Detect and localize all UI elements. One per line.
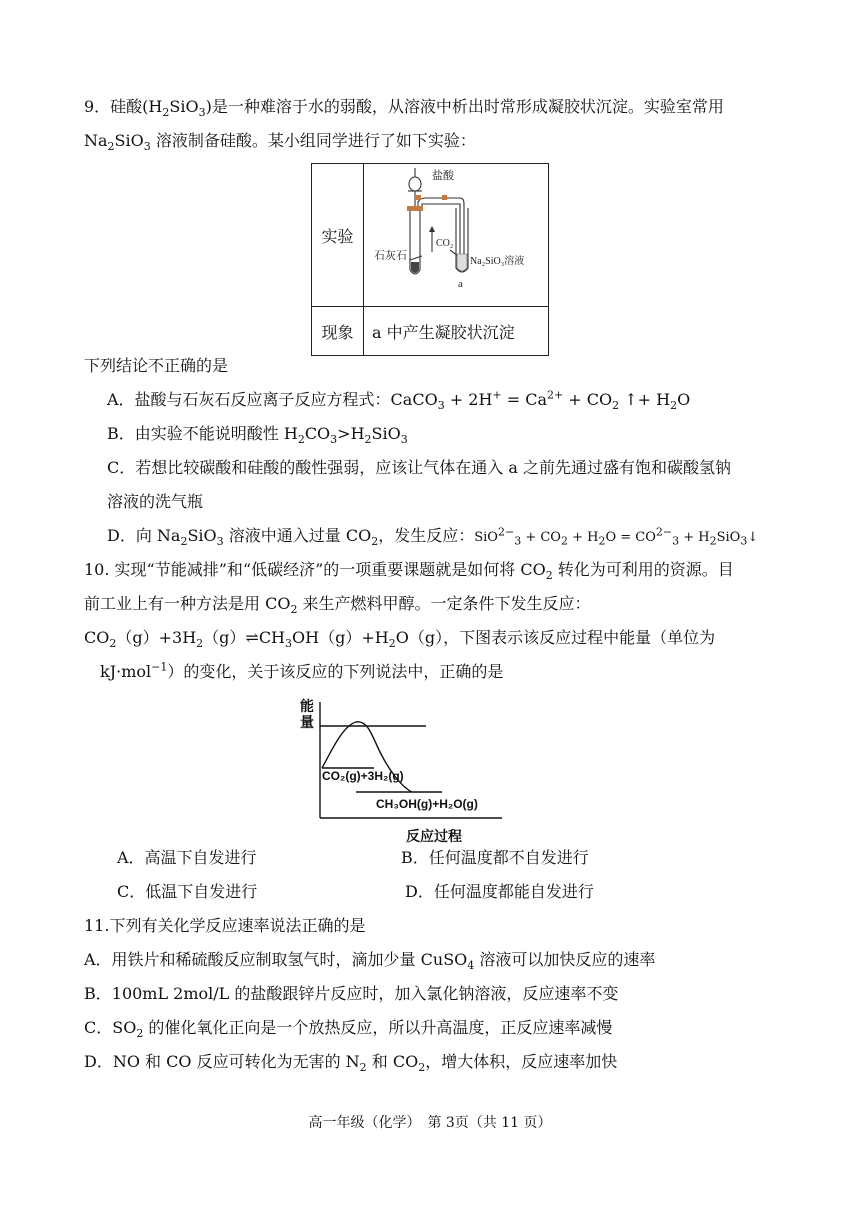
q10-option-d: D．任何温度都能自发进行: [405, 882, 594, 901]
tube-a-label: a: [458, 278, 463, 290]
energy-diagram: [296, 696, 512, 844]
q9-option-d-equation: $SiO^{2-}_3 + CO_2 + H_2O = CO^{2-}_3$ + $H_2SiO_3↓$: [474, 525, 759, 548]
q10-option-c: C．低温下自发进行: [117, 882, 258, 901]
page-footer: 高一年级（化学） 第 3页（共 11 页）: [308, 1115, 552, 1131]
q9-option-c-line2: 溶液的洗气瓶: [107, 492, 204, 511]
q11-option-c: C．$SO_2$ 的催化氧化正向是一个放热反应，所以升高温度，正反应速率减慢: [84, 1018, 613, 1041]
equilibrium-arrow: ⇌: [245, 628, 259, 647]
q10-option-a: A．高温下自发进行: [117, 848, 257, 867]
experiment-label: 实验: [312, 164, 364, 307]
apparatus-cell: [364, 164, 549, 307]
reactant-label: CO₂(g)+3H₂(g): [322, 769, 404, 783]
hcl-label: 盐酸: [432, 170, 454, 182]
q11-option-a: A．用铁片和稀硫酸反应制取氢气时，滴加少量 CuSO$_4$ 溶液可以加快反应的速率: [84, 950, 656, 973]
q11-option-b: B．100mL 2mol/L 的盐酸跟锌片反应时，加入氯化钠溶液，反应速率不变: [84, 984, 619, 1003]
energy-axis-label-1: 能: [300, 698, 314, 714]
q9-option-b: B．由实验不能说明酸性 $H_2CO_3>H_2SiO_3$: [107, 424, 408, 447]
q10-stem-line4: kJ·mol$^{-1}$）的变化，关于该反应的下列说法中，正确的是: [100, 660, 504, 681]
q10-stem-line1: 10. 实现“节能减排”和“低碳经济”的一项重要课题就是如何将 $CO_2$ 转化为可利用的资源。目: [84, 560, 734, 583]
energy-axis-label-2: 量: [300, 714, 314, 730]
q11-option-d: D．NO 和 CO 反应可转化为无害的 $N_2$ 和 $CO_2$，增大体积，反应速率加快: [84, 1052, 618, 1075]
phenomenon-text: a 中产生凝胶状沉淀: [364, 307, 549, 356]
q10-stem-line3: $CO_2(g)+3H_2(g)\rightleftharpoons CH_3OH(g)+H_2O(g)$，下图表示该反应过程中能量（单位为: [84, 628, 716, 651]
q9-option-c-line1: C．若想比较碳酸和硅酸的酸性强弱，应该让气体在通入 a 之前先通过盛有饱和碳酸氢钠: [107, 458, 731, 477]
q9-question: 下列结论不正确的是: [84, 356, 229, 375]
co2-label: CO₂: [436, 238, 454, 249]
q9-option-a: A．盐酸与石灰石反应离子反应方程式：CaCO$_3$ + $2H^+ = Ca^{2+} + CO_2$ ↑+ $H_2O$: [107, 388, 691, 413]
limestone-label: 石灰石: [374, 250, 407, 262]
experiment-table: [311, 163, 549, 356]
reaction-progress-label: 反应过程: [406, 828, 462, 844]
product-label: CH₃OH(g)+H₂O(g): [376, 797, 478, 811]
q9-option-d: D．向 $Na_2SiO_3$ 溶液中通入过量 $CO_2$，发生反应：$SiO^{2-}_3 + CO_2 + H_2O = CO^{2-}_3$ + $H_2SiO_3↓$: [107, 525, 759, 549]
q9-stem-line2: $Na_2SiO_3$ 溶液制备硅酸。某小组同学进行了如下实验：: [84, 131, 476, 154]
q10-stem-line2: 前工业上有一种方法是用 $CO_2$ 来生产燃料甲醇。一定条件下发生反应：: [84, 594, 591, 617]
apparatus-diagram: [364, 164, 548, 302]
na2sio3-label: Na₂SiO₃溶液: [470, 256, 525, 267]
phenomenon-label: 现象: [312, 307, 364, 356]
q10-option-b: B．任何温度都不自发进行: [401, 848, 589, 867]
q9-stem-line1: 9．硅酸$(H_2SiO_3)$是一种难溶于水的弱酸，从溶液中析出时常形成凝胶状沉淀。实验室常用: [84, 97, 724, 120]
q11-title: 11.下列有关化学反应速率说法正确的是: [84, 916, 366, 935]
